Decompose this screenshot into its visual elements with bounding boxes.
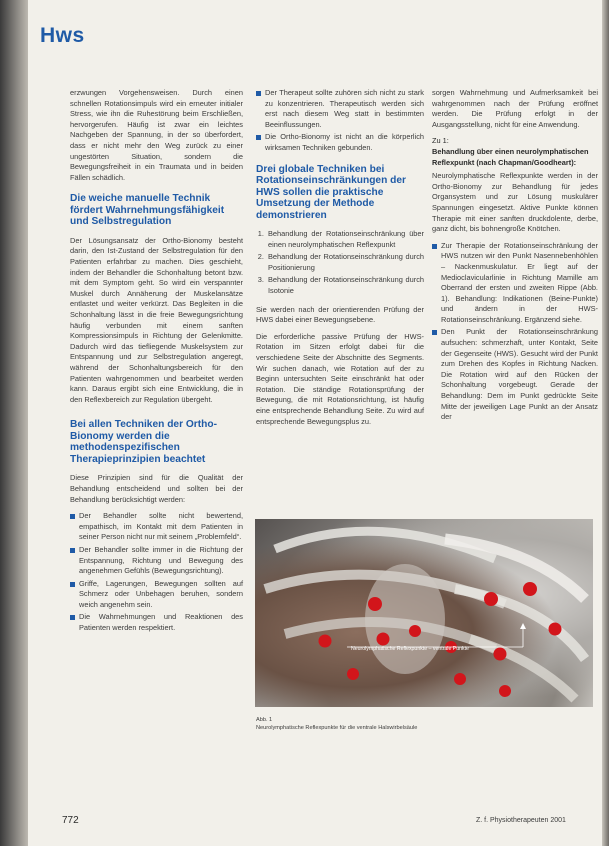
journal-footer: Z. f. Physiotherapeuten 2001 bbox=[476, 817, 566, 824]
col1-intro: erzwungen Vorgehensweisen. Durch einen schnellen Rotationsimpuls wird ein erneuter initialer Stress, wie ihn die Ruhestörung beim Erschließen, hervorgerufen. Häufig ist zwar ein leichtes Nachgeben der Spannung, in der so überfordert, dass er nicht mehr den Weg zurück zu einer ungestörten Situation, sondern die Bewegungsfreiheit in ein Traumata und in beiden Fällen schädlich. bbox=[70, 88, 243, 182]
col2-numbered-list bbox=[256, 229, 424, 297]
col2-paragraph-2: Die erforderliche passive Prüfung der HWS-Rotation im Sitzen erfolgt dabei für die verschiedene Seite der Abschnitte des Segments. Wir suchen danach, wie Rotation auf der zu Beginn untersuchten Seite einschränkt hat oder Rotation. Die ständige Rotationsprüfung der Bewegung, die mit Rotationsrichtung, ist häufig eine entsprechende Behandlung Seite. Zu wird auf entsprechende Bewegungsplus zu. bbox=[256, 331, 424, 426]
arrow-up-icon bbox=[520, 623, 526, 629]
col1-heading-1: Die weiche manuelle Technik fördert Wahrnehmungsfähigkeit und Selbstregulation bbox=[70, 193, 225, 228]
column-3 bbox=[432, 88, 598, 429]
list-item: 1. Behandlung der Rotationseinschränkung über einen neurolymphatischen Reflexpunkt bbox=[266, 229, 424, 250]
rib-shape bbox=[470, 639, 575, 699]
list-item: Der Therapeut sollte zuhören sich nicht zu stark zu konzentrieren. Therapeutisch werden sich erst nach diesem Weg statt in bestimmten Beeinflussungen. bbox=[256, 88, 424, 130]
list-item: Der Behandler sollte immer in die Richtung der Entspannung, Richtung und Bewegung des angenehmen Gefühls (Bewegungsrichtung). bbox=[70, 545, 243, 577]
col3-intro: sorgen Wahrnehmung und Aufmerksamkeit bei wahrgenommen nach der Prüfung eröffnet werden. Die Prüfung erfolgt in der Ausgangsstellung, nicht für eine Anwendung. bbox=[432, 88, 598, 129]
col1-bullet-list bbox=[70, 511, 243, 634]
reflex-point-marker bbox=[494, 648, 507, 661]
list-item: Die Wahrnehmungen und Reaktionen des Patienten werden respektiert. bbox=[70, 612, 243, 633]
col1-paragraph-1: Der Lösungsansatz der Ortho-Bionomy besteht darin, den Ist-Zustand der Selbstregulation für den Patienten erfahrbar zu machen. Dies geschieht, indem der Behandler die Schonhaltung betont bzw. mit dem Symptom geht. So wird ein verspannter Muskel durch Annäherung der Muskelansätze entlastet und weiter verkürzt. Das Begleiten in die Schonhaltung lässt in die freie Bewegungsrichtung häufig verbunden mit einem sanften Kompressionsimpuls in Richtung der Gelenkmitte. Dadurch wird das tiefliegende Muskelsystem zur Entspannung und zur Selbstregulation angeregt, während der Schonhaltungsbereich für den Patienten wahrgenommen und bearbeitet werden kann. Daraus ergibt sich eine Entwicklung, die in den Reflexbereich zur Regulation übergeht. bbox=[70, 235, 243, 404]
figure-graphic bbox=[255, 519, 593, 707]
reflex-point-marker bbox=[377, 633, 390, 646]
figure-caption bbox=[256, 716, 586, 732]
reflex-point-marker bbox=[454, 673, 466, 685]
page-edge-shadow bbox=[602, 0, 609, 846]
col3-bullet-list bbox=[432, 241, 598, 423]
list-item: 2. Behandlung der Rotationseinschränkung durch Positionierung bbox=[266, 252, 424, 273]
col1-paragraph-2: Diese Prinzipien sind für die Qualität der Behandlung entscheidend und sollten bei der Behandlung berücksichtigt werden: bbox=[70, 473, 243, 504]
figure-caption-label: Abb. 1 bbox=[256, 717, 273, 723]
col2-heading-1: Drei globale Techniken bei Rotationseinschränkungen der HWS sollen die praktische Umsetzung der Methode demonstrieren bbox=[256, 163, 407, 221]
reflex-point-marker bbox=[484, 592, 498, 606]
book-spine-shadow bbox=[0, 0, 28, 846]
list-item: Den Punkt der Rotationseinschränkung aufsuchen: schmerzhaft, unter Kontakt, Seite der Gegenseite (HWS). Gesucht wird der Punkt zum Drehen des Kopfes in Richtung Nacken. Die Rotation wird auf den Rücken der Schonhaltung vorgebeugt. Gerade der Behandlung: Dem im Punkt gedrückte Seite Mitte der jeweiligen Lage Punkt an der Ansatz der bbox=[432, 327, 598, 422]
reflex-point-marker bbox=[409, 625, 421, 637]
list-item: Griffe, Lagerungen, Bewegungen sollten auf Schmerz oder Unbehagen beruhen, sondern weich angenehm sein. bbox=[70, 579, 243, 611]
reflex-point-marker bbox=[368, 597, 382, 611]
col3-sub-label: Zu 1: bbox=[432, 136, 449, 146]
col1-heading-2: Bei allen Techniken der Ortho-Bionomy werden die methodenspezifischen Therapieprinzipien beachtet bbox=[70, 419, 217, 465]
section-header: Hws bbox=[40, 24, 85, 47]
reflex-point-marker bbox=[499, 685, 511, 697]
magazine-page bbox=[28, 0, 602, 846]
col2-paragraph-1: Sie werden nach der orientierenden Prüfung der HWS dabei einer Bewegungsebene. bbox=[256, 304, 424, 325]
column-2 bbox=[256, 88, 424, 433]
list-item: 3. Behandlung der Rotationseinschränkung durch Isotonie bbox=[266, 275, 424, 296]
reflex-point-marker bbox=[549, 623, 562, 636]
reflex-point-marker bbox=[319, 635, 332, 648]
col3-paragraph-1: Neurolymphatische Reflexpunkte werden in der Ortho-Bionomy zur Behandlung für jedes Organsystem und zur Lösung muskulärer Spannungen eingesetzt. Aktive Punkte können Therapie mit einer sanften druckdolente, derbe, ganz dicht, bis bohnengroße Knötchen. bbox=[432, 171, 598, 234]
figure-photo-skeleton bbox=[255, 519, 593, 707]
list-item: Die Ortho-Bionomy ist nicht an die körperlich wirksamen Techniken gebunden. bbox=[256, 132, 424, 153]
figure-photo-label: Neurolymphatische Reflexpunkte – ventrale Punkte bbox=[351, 646, 469, 652]
column-1 bbox=[70, 88, 243, 640]
col2-bullet-list bbox=[256, 88, 424, 154]
page-number: 772 bbox=[62, 815, 79, 826]
reflex-point-marker bbox=[347, 668, 359, 680]
rib-shape bbox=[455, 589, 585, 659]
sternum-shape bbox=[365, 564, 445, 674]
col3-sub-title: Behandlung über einen neurolymphatischen Reflexpunkt (nach Chapman/Goodheart): bbox=[432, 146, 589, 167]
list-item: Der Behandler sollte nicht bewertend, empathisch, im Kontakt mit dem Patienten in seiner Person nicht nur mit seinem „Problemfeld“. bbox=[70, 511, 243, 543]
list-item: Zur Therapie der Rotationseinschränkung der HWS nutzen wir den Punkt Nasennebenhöhlen – Nackenmuskulatur. Er liegt auf der Medioclavicularlinie in Richtung Mamille am Oberrand der ersten und zweiten Rippe (Abb. 1). Behandlung: Indikationen (Beine-Punkte) und ändern in der HWS-Rotationseinschränkung. Ergänzend siehe. bbox=[432, 241, 598, 326]
reflex-point-marker bbox=[523, 582, 537, 596]
figure-caption-text: Neurolymphatische Reflexpunkte für die ventrale Halswirbelsäule bbox=[256, 725, 418, 731]
